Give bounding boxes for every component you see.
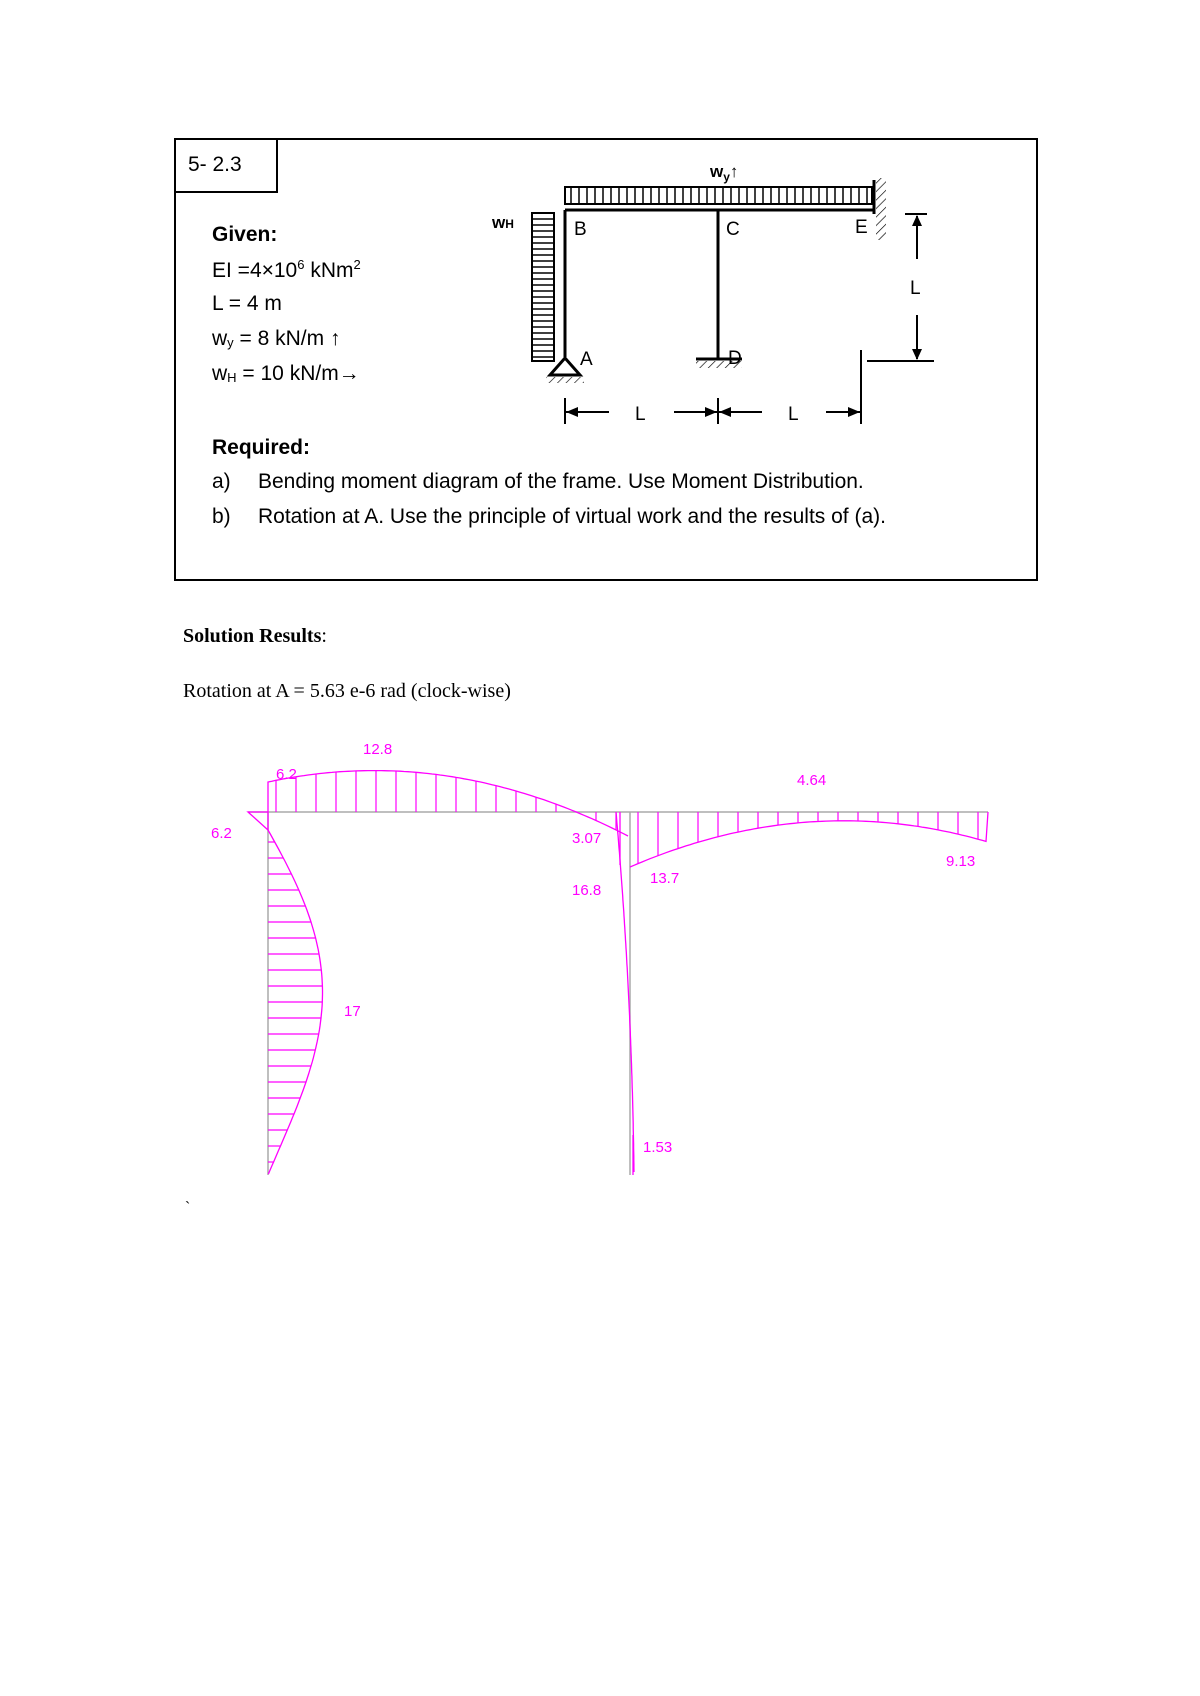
requirement-a-letter: a) [212, 470, 231, 493]
bmd-label-3-07: 3.07 [572, 830, 602, 847]
bmd-label-16-8: 16.8 [572, 882, 602, 899]
requirement-a [212, 470, 864, 494]
wh-subscript: H [227, 370, 237, 385]
wh-magnitude: = 10 kN/m→ [236, 362, 360, 385]
requirement-b [212, 505, 886, 529]
bmd-label-9-13: 9.13 [946, 853, 976, 870]
solution-heading [183, 625, 327, 648]
wh-symbol: w [212, 362, 228, 385]
bmd-label-1-53: 1.53 [643, 1139, 673, 1156]
requirement-b-letter: b) [212, 505, 231, 528]
ei-exponent: 6 [297, 257, 305, 272]
horizontal-load-ticks [532, 219, 554, 357]
required-heading: Required: [212, 436, 311, 459]
wy-symbol: w [212, 327, 228, 350]
wy-subscript: y [227, 335, 234, 350]
vertical-load-ticks [571, 187, 867, 204]
bmd-label-12-8: 12.8 [363, 741, 393, 758]
bmd-label-13-7: 13.7 [650, 870, 680, 887]
dimension-left-label: L [635, 404, 646, 425]
requirement-b-text: Rotation at A. Use the principle of virtual work and the results of (a). [258, 505, 886, 528]
bmd-label-6-2-left: 6.2 [211, 825, 232, 842]
solution-heading-text: Solution Results [183, 625, 322, 647]
solution-heading-colon: : [321, 625, 327, 647]
bending-moment-diagram [200, 725, 1000, 1195]
wh-value [212, 362, 360, 386]
fixed-support-e [874, 178, 886, 240]
node-e-label: E [855, 217, 868, 238]
dimension-right-label: L [788, 404, 799, 425]
node-b-label: B [574, 219, 587, 240]
ei-unit-exponent: 2 [353, 257, 361, 272]
bmd-label-6-2-top: 6.2 [276, 766, 297, 783]
bmd-label-4-64: 4.64 [797, 772, 827, 789]
problem-number: 5- 2.3 [176, 140, 278, 193]
ei-unit: kNm [304, 259, 354, 282]
vertical-load-block [565, 187, 872, 204]
bmd-curve-ce [630, 812, 988, 867]
node-d-label: D [728, 348, 742, 369]
requirement-a-text: Bending moment diagram of the frame. Use Moment Distribution. [258, 470, 864, 493]
wh-figure-label: wH [492, 213, 514, 232]
length-value: L = 4 m [212, 292, 282, 315]
wy-value [212, 327, 340, 351]
stray-mark: ` [185, 1200, 191, 1217]
wy-figure-label: $w_y↑$ [710, 162, 739, 184]
bmd-curve-b-corner [248, 812, 268, 830]
bmd-label-17: 17 [344, 1003, 361, 1020]
vertical-dimension-label: L [910, 278, 921, 299]
frame-figure [474, 152, 954, 442]
rotation-result: Rotation at A = 5.63 e-6 rad (clock-wise) [183, 680, 511, 702]
given-heading: Given: [212, 223, 278, 246]
wy-magnitude: = 8 kN/m ↑ [233, 327, 341, 350]
bmd-curves [248, 771, 988, 1175]
node-c-label: C [726, 219, 740, 240]
horizontal-load-block [532, 213, 554, 361]
node-a-label: A [580, 349, 593, 370]
ei-prefix: EI =4×10 [212, 259, 298, 282]
bmd-curve-bc [268, 771, 628, 836]
ei-value [212, 257, 361, 283]
